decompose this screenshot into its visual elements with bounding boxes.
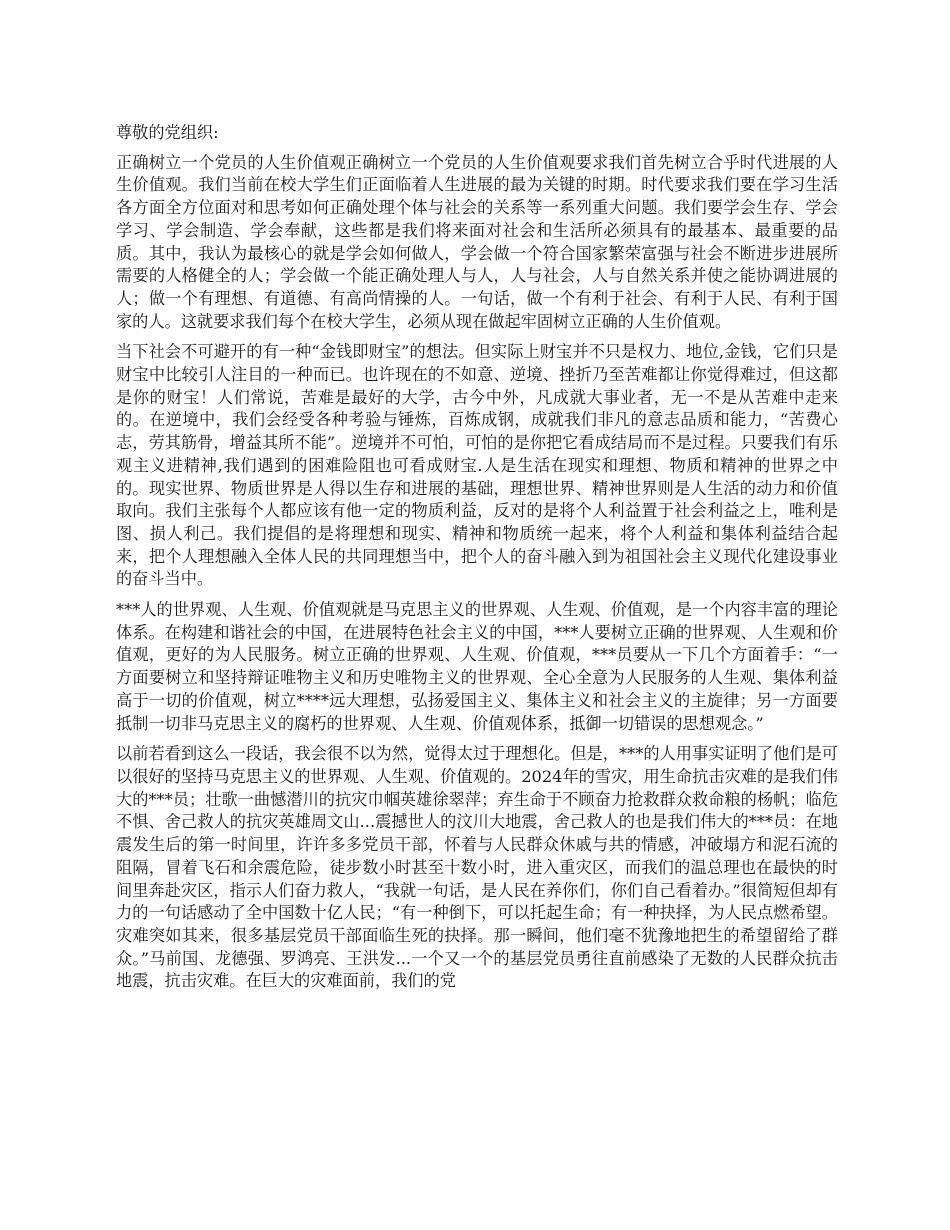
salutation: 尊敬的党组织:: [116, 123, 219, 142]
paragraph-4: 以前若看到这么一段话，我会很不以为然，觉得太过于理想化。但是，***的人用事实证明了他们是可以很好的坚持马克思主义的世界观、人生观、价值观的。2024年的雪灾，用生命抗击灾难的是我们伟大的***员；壮歌一曲憾潜川的抗灾巾帼英雄徐翠萍；弃生命于不顾奋力抢救群众救命粮的杨帆；临危不惧、舍己救人的抗灾英雄周文山...震撼世人的汶川大地震，舍己救人的也是我们伟大的***员：在地震发生后的第一时间里，许许多多党员干部，怀着与人民群众休戚与共的情感，冲破塌方和泥石流的阻隔，冒着飞石和余震危险，徒步数小时甚至十数小时，进入重灾区，而我们的温总理也在最快的时间里奔赴灾区，指示人们奋力救人，“我就一句话，是人民在养你们，你们自己看着办。”很简短但却有力的一句话感动了全中国数十亿人民；“有一种倒下，可以托起生命；有一种抉择，为人民点燃希望。灾难突如其来，很多基层党员干部面临生死的抉择。那一瞬间，他们毫不犹豫地把生的希望留给了群众。”马前国、龙德强、罗鸿亮、王洪发...一个又一个的基层党员勇往直前感染了无数的人民群众抗击地震，抗击灾难。在巨大的灾难面前，我们的党: [116, 744, 838, 991]
paragraph-3: ***人的世界观、人生观、价值观就是马克思主义的世界观、人生观、价值观，是一个内容丰富的理论体系。在构建和谐社会的中国，在进展特色社会主义的中国，***人要树立正确的世界观、人生观和价值观，更好的为人民服务。树立正确的世界观、人生观、价值观，***员要从一下几个方面着手：“一方面要树立和坚持辩证唯物主义和历史唯物主义的世界观、全心全意为人民服务的人生观、集体利益高于一切的价值观，树立****远大理想，弘扬爱国主义、集体主义和社会主义的主旋律；另一方面要抵制一切非马克思主义的腐朽的世界观、人生观、价值观体系，抵御一切错误的思想观念。”: [116, 600, 838, 733]
paragraph-2: 当下社会不可避开的有一种“金钱即财宝”的想法。但实际上财宝并不只是权力、地位,金钱，它们只是财宝中比较引人注目的一种而已。也许现在的不如意、逆境、挫折乃至苦难都让你觉得难过，但这都是你的财宝！人们常说，苦难是最好的大学，古今中外，凡成就大事业者，无一不是从苦难中走来的。在逆境中，我们会经受各种考验与锤炼，百炼成钢，成就我们非凡的意志品质和能力，“苦费心志，劳其筋骨，增益其所不能”。逆境并不可怕，可怕的是你把它看成结局而不是过程。只要我们有乐观主义进精神,我们遇到的困难险阻也可看成财宝.人是生活在现实和理想、物质和精神的世界之中的。现实世界、物质世界是人得以生存和进展的基础，理想世界、精神世界则是人生活的动力和价值取向。我们主张每个人都应该有他一定的物质利益，反对的是将个人利益置于社会利益之上，唯利是图、损人利己。我们提倡的是将理想和现实、精神和物质统一起来，将个人利益和集体利益结合起来，把个人理想融入全体人民的共同理想当中，把个人的奋斗融入到为祖国社会主义现代化建设事业的奋斗当中。: [116, 342, 838, 589]
paragraph-1: 正确树立一个党员的人生价值观正确树立一个党员的人生价值观要求我们首先树立合乎时代进展的人生价值观。我们当前在校大学生们正面临着人生进展的最为关键的时期。时代要求我们要在学习生活各方面全方位面对和思考如何正确处理个体与社会的关系等一系列重大问题。我们要学会生存、学会学习、学会制造、学会奉献，这些都是我们将来面对社会和生活所必须具有的最基本、最重要的品质。其中，我认为最核心的就是学会如何做人，学会做一个符合国家繁荣富强与社会不断进步进展所需要的人格健全的人；学会做一个能正确处理人与人，人与社会，人与自然关系并使之能协调进展的人；做一个有理想、有道德、有高尚情操的人。一句话，做一个有利于社会、有利于人民、有利于国家的人。这就要求我们每个在校大学生，必须从现在做起牢固树立正确的人生价值观。: [116, 152, 838, 331]
